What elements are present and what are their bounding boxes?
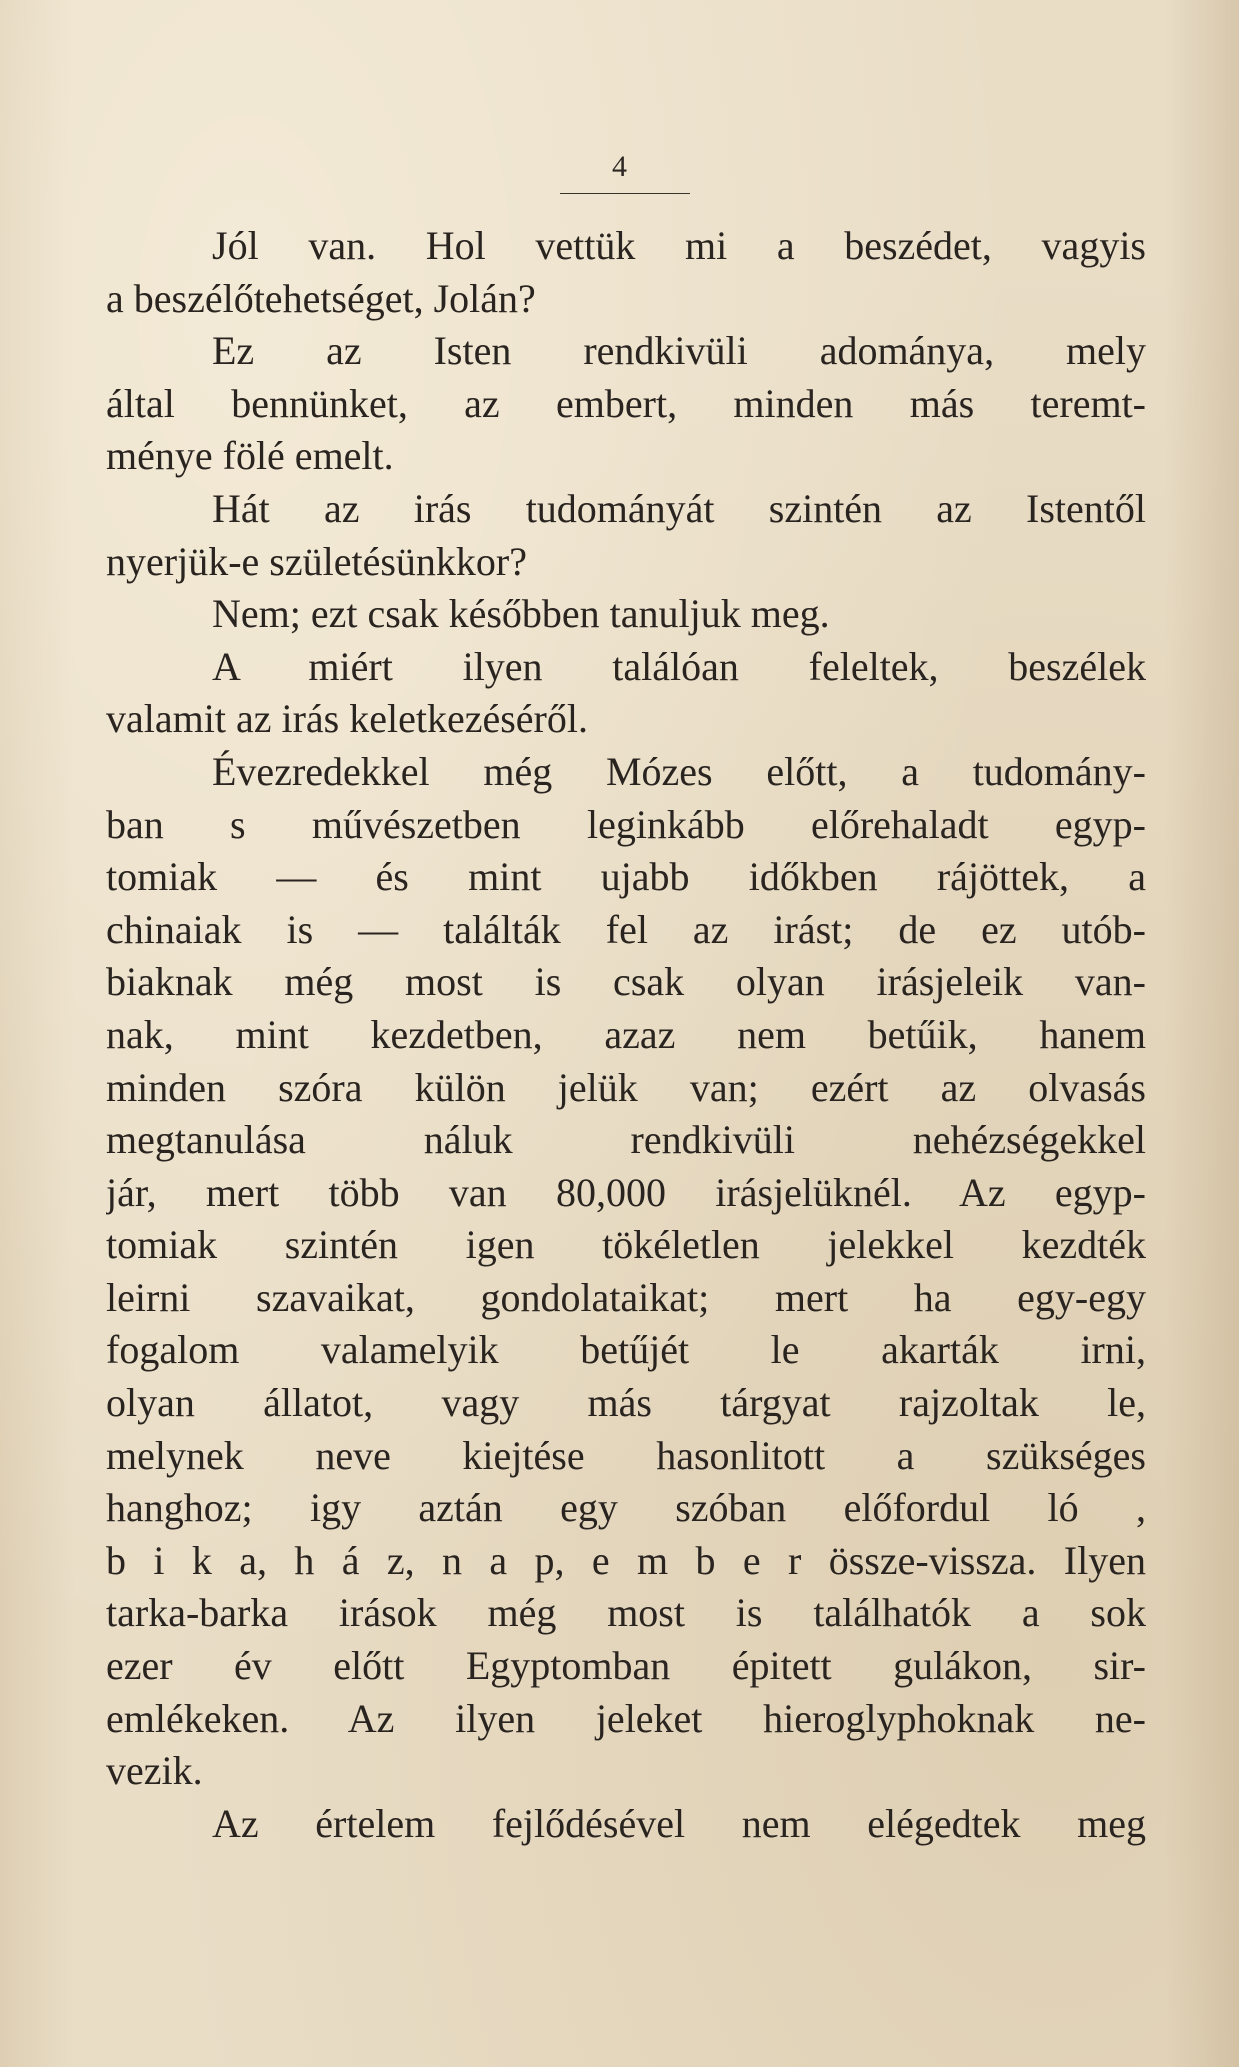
text-line: leirni szavaikat, gondolataikat; mert ha egy-egy (106, 1274, 1146, 1320)
text-line: a beszélőtehetséget, Jolán? (106, 275, 536, 321)
text-line: Az értelem fejlődésével nem elégedtek meg (212, 1800, 1146, 1846)
body-text (106, 220, 1146, 1850)
text-line: minden szóra külön jelük van; ezért az olvasás (106, 1064, 1146, 1110)
text-line: jár, mert több van 80,000 irásjelüknél. Az egyp- (106, 1169, 1146, 1215)
text-line: vezik. (106, 1748, 203, 1794)
text-line: nak, mint kezdetben, azaz nem betűik, hanem (106, 1011, 1146, 1057)
text-line: chinaiak is — találták fel az irást; de ez utób- (106, 906, 1146, 952)
text-line: Nem; ezt csak későbben tanuljuk meg. (212, 591, 830, 637)
text-line: ménye fölé emelt. (106, 433, 394, 479)
text-line: ezer év előtt Egyptomban épitett gulákon, sir- (106, 1643, 1146, 1689)
page-number: 4 (612, 150, 627, 183)
text-line: olyan állatot, vagy más tárgyat rajzoltak le, (106, 1380, 1146, 1426)
text-line: biaknak még most is csak olyan irásjeleik van- (106, 959, 1146, 1005)
text-line: fogalom valamelyik betűjét le akarták irni, (106, 1327, 1146, 1373)
text-line: melynek neve kiejtése hasonlitott a szükséges (106, 1432, 1146, 1478)
text-line: Évezredekkel még Mózes előtt, a tudomány- (212, 748, 1146, 794)
text-line: b i k a, h á z, n a p, e m b e r össze-vissza. Ilyen (106, 1537, 1146, 1583)
text-line: tarka-barka irások még most is találhatók a sok (106, 1590, 1146, 1636)
text-line: A miért ilyen találóan feleltek, beszélek (212, 643, 1146, 689)
text-line: megtanulása náluk rendkivüli nehézségekkel (106, 1117, 1146, 1163)
text-line: valamit az irás keletkezéséről. (106, 696, 588, 742)
text-line: által bennünket, az embert, minden más teremt- (106, 380, 1146, 426)
text-line: Jól van. Hol vettük mi a beszédet, vagyis (212, 223, 1146, 268)
page-header (0, 150, 1239, 184)
text-line: tomiak szintén igen tökéletlen jelekkel kezdték (106, 1222, 1146, 1268)
text-line: ban s művészetben leginkább előrehaladt egyp- (106, 801, 1146, 847)
header-rule (560, 193, 690, 194)
text-line: nyerjük-e születésünkkor? (106, 538, 527, 584)
text-line: emlékeken. Az ilyen jeleket hieroglyphoknak ne- (106, 1695, 1146, 1741)
text-line: Ez az Isten rendkivüli adománya, mely (212, 328, 1146, 374)
text-line: Hát az irás tudományát szintén az Istentől (212, 485, 1146, 531)
text-line: hanghoz; igy aztán egy szóban előfordul ló , (106, 1485, 1146, 1531)
text-line: tomiak — és mint ujabb időkben rájöttek, a (106, 854, 1146, 900)
